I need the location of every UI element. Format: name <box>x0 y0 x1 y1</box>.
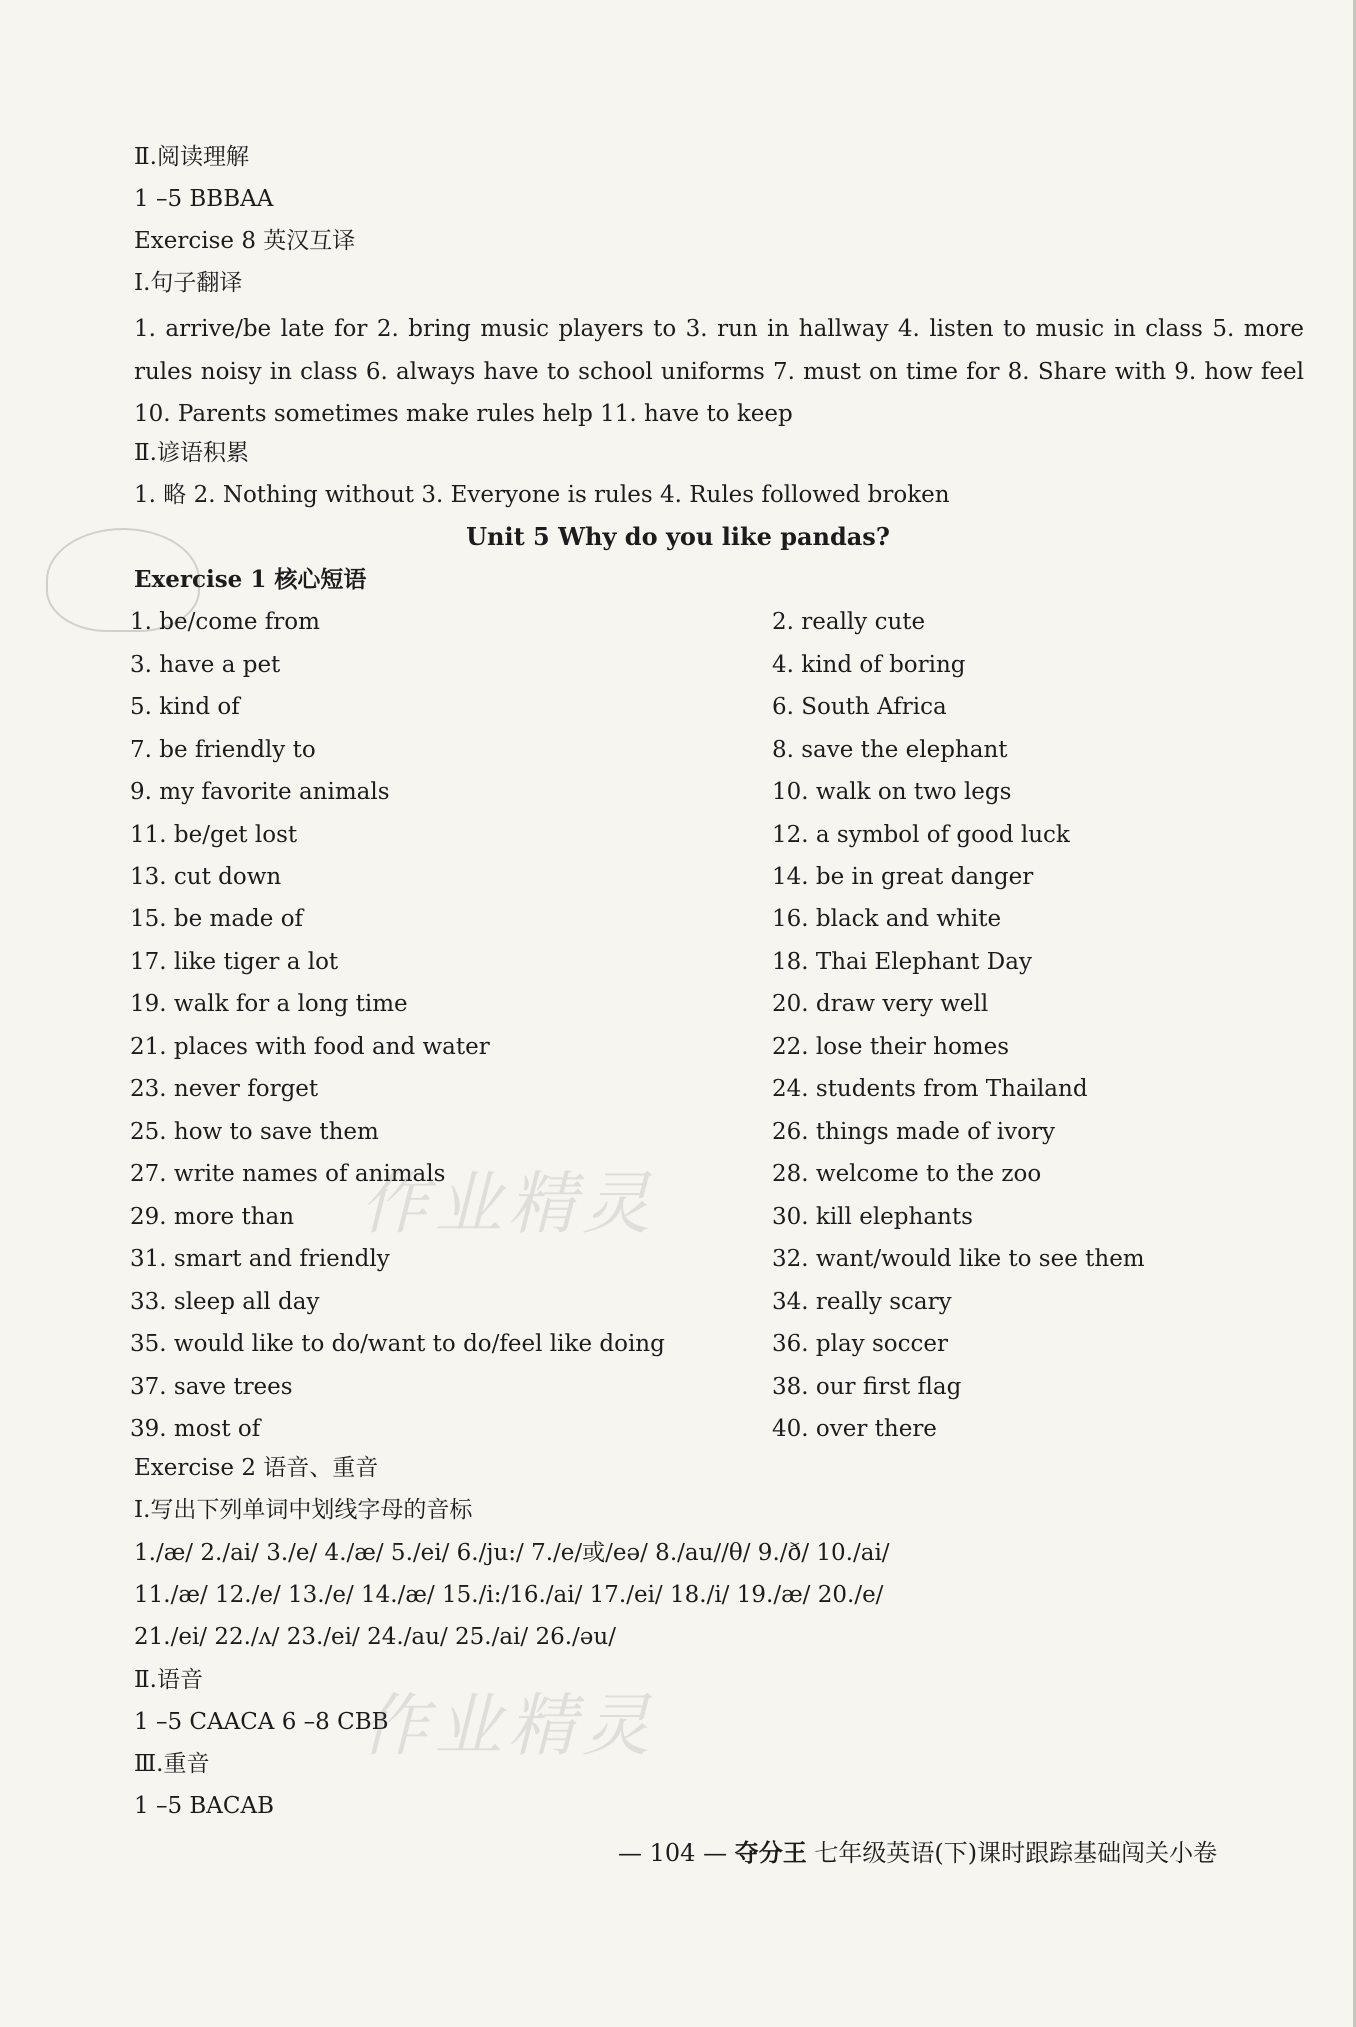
page-number: — 104 — <box>618 1839 728 1867</box>
exercise8-proverb-answers: 1. 略 2. Nothing without 3. Everyone is rules 4. Rules followed broken <box>134 482 950 508</box>
phrase-item: 35. would like to do/want to do/feel like doing <box>130 1331 665 1357</box>
phrase-item: 20. draw very well <box>772 991 989 1017</box>
phrase-item: 22. lose their homes <box>772 1034 1010 1060</box>
book-title: 七年级英语(下)课时跟踪基础闯关小卷 <box>814 1839 1218 1867</box>
page-footer <box>618 1836 1217 1870</box>
phrase-item: 18. Thai Elephant Day <box>772 949 1032 975</box>
phrase-item: 29. more than <box>130 1204 295 1230</box>
phrase-item: 9. my favorite animals <box>130 779 390 805</box>
phrase-item: 13. cut down <box>130 864 282 890</box>
exercise2-section3: Ⅲ.重音 <box>134 1751 210 1777</box>
phonetics-line: 11./æ/ 12./e/ 13./e/ 14./æ/ 15./i:/16./ai/ 17./ei/ 18./i/ 19./æ/ 20./e/ <box>134 1582 884 1608</box>
phrase-item: 40. over there <box>772 1416 937 1442</box>
phrase-item: 28. welcome to the zoo <box>772 1161 1042 1187</box>
reading-title: Ⅱ.阅读理解 <box>134 144 249 170</box>
phrase-item: 31. smart and friendly <box>130 1246 390 1272</box>
watermark: 作业精灵 <box>360 1687 657 1766</box>
phrase-item: 34. really scary <box>772 1289 952 1315</box>
phonetics-line: 21./ei/ 22./ʌ/ 23./ei/ 24./au/ 25./ai/ 26./əu/ <box>134 1624 616 1650</box>
phrase-item: 17. like tiger a lot <box>130 949 339 975</box>
phrase-item: 21. places with food and water <box>130 1034 490 1060</box>
exercise2-section1: Ⅰ.写出下列单词中划线字母的音标 <box>134 1497 473 1523</box>
phrase-item: 15. be made of <box>130 906 304 932</box>
phrase-item: 3. have a pet <box>130 652 281 678</box>
phrase-item: 33. sleep all day <box>130 1289 320 1315</box>
phrase-item: 30. kill elephants <box>772 1204 973 1230</box>
phrase-item: 1. be/come from <box>130 609 320 635</box>
phrase-item: 25. how to save them <box>130 1119 379 1145</box>
phrase-item: 4. kind of boring <box>772 652 966 678</box>
phrase-item: 38. our first flag <box>772 1374 962 1400</box>
phrase-item: 24. students from Thailand <box>772 1076 1088 1102</box>
phrase-item: 6. South Africa <box>772 694 947 720</box>
phrase-item: 14. be in great danger <box>772 864 1034 890</box>
phrase-item: 10. walk on two legs <box>772 779 1012 805</box>
exercise2-section2-answers: 1 –5 CAACA 6 –8 CBB <box>134 1709 389 1735</box>
phrase-item: 7. be friendly to <box>130 737 316 763</box>
exercise8-section1: Ⅰ.句子翻译 <box>134 270 243 296</box>
phrase-item: 19. walk for a long time <box>130 991 408 1017</box>
unit-title: Unit 5 Why do you like pandas? <box>466 522 890 551</box>
phrase-item: 5. kind of <box>130 694 240 720</box>
phrase-item: 23. never forget <box>130 1076 319 1102</box>
exercise8-title: Exercise 8 英汉互译 <box>134 228 356 254</box>
exercise2-section2: Ⅱ.语音 <box>134 1667 203 1693</box>
exercise2-title: Exercise 2 语音、重音 <box>134 1455 379 1481</box>
phrase-item: 36. play soccer <box>772 1331 949 1357</box>
phrase-item: 37. save trees <box>130 1374 293 1400</box>
phrase-item: 2. really cute <box>772 609 926 635</box>
phrase-item: 12. a symbol of good luck <box>772 822 1070 848</box>
watermark: 作业精灵 <box>360 1165 657 1244</box>
phonetics-line: 1./æ/ 2./ai/ 3./e/ 4./æ/ 5./ei/ 6./ju:/ 7./e/或/eə/ 8./au//θ/ 9./ð/ 10./ai/ <box>134 1540 890 1566</box>
exercise2-section3-answers: 1 –5 BACAB <box>134 1793 275 1819</box>
phrase-item: 39. most of <box>130 1416 261 1442</box>
phrase-item: 26. things made of ivory <box>772 1119 1055 1145</box>
phrase-item: 32. want/would like to see them <box>772 1246 1145 1272</box>
exercise8-translation-answers: 1. arrive/be late for 2. bring music players to 3. run in hallway 4. listen to music in class 5. more rules noisy in class 6. always have to school uniforms 7. must on time for 8. Share with 9. how feel 10. Parents sometimes make rules help 11. have to keep <box>134 316 1304 427</box>
phrase-item: 11. be/get lost <box>130 822 298 848</box>
reading-answers: 1 –5 BBBAA <box>134 186 274 212</box>
phrase-item: 27. write names of animals <box>130 1161 446 1187</box>
exercise8-section2: Ⅱ.谚语积累 <box>134 440 249 466</box>
phrase-item: 16. black and white <box>772 906 1002 932</box>
phrase-item: 8. save the elephant <box>772 737 1008 763</box>
brand-name: 夺分王 <box>734 1838 807 1867</box>
exercise1-title: Exercise 1 核心短语 <box>134 566 367 593</box>
